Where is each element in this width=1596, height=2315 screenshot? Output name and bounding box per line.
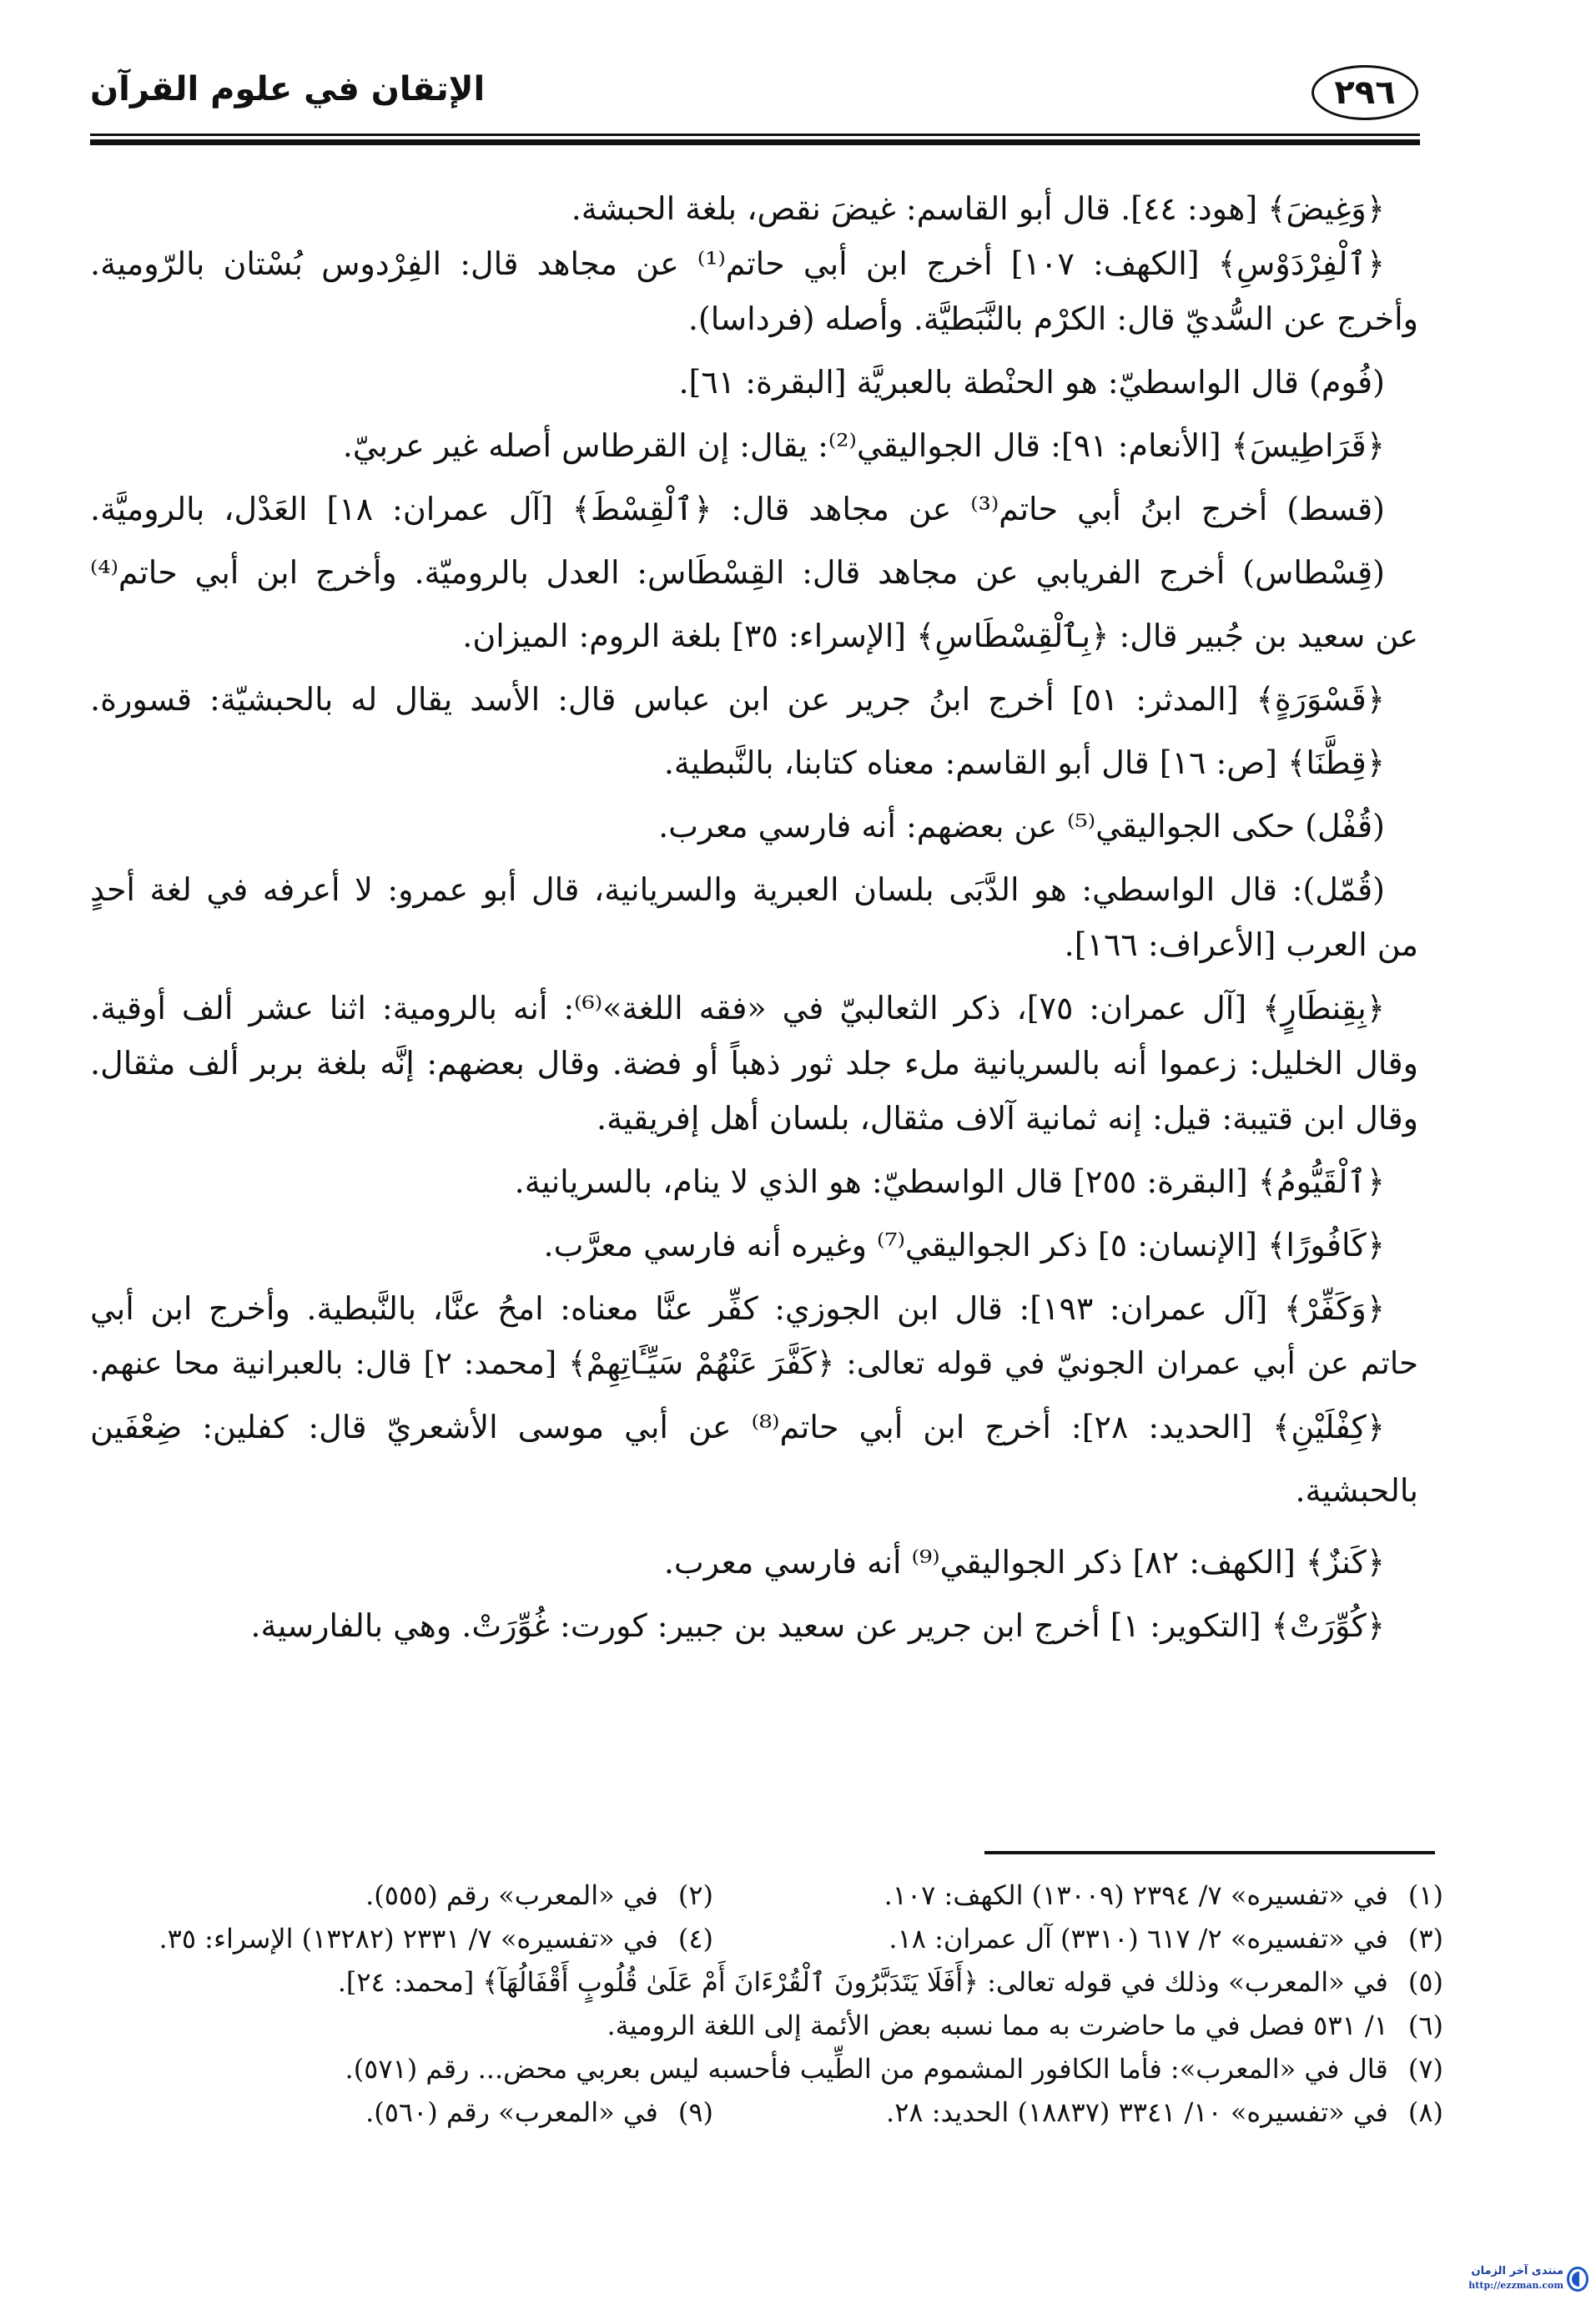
body-line: وقال الخليل: زعموا أنه بالسريانية ملء جلد ثور ذهباً أو فضة. وقال بعضهم: إنَّه بلغة بربر ألف مثقال. [90, 1045, 1418, 1082]
footnote-number: (٩) [677, 2096, 713, 2128]
watermark-name: منتدى آخر الزمان [1471, 2265, 1563, 2277]
body-line: ﴿قَرَاطِيسَ﴾ [الأنعام: ٩١]: قال الجواليقي⁽²⁾: يقال: إن القرطاس أصله غير عربيّ. [342, 427, 1385, 464]
footnote-3 [889, 1919, 1443, 1958]
forum-watermark [1468, 2263, 1593, 2305]
footnote-text: ١/ ٥٣١ فصل في ما حاضرت به مما نسبه بعض الأئمة إلى اللغة الرومية. [607, 2010, 1388, 2041]
footnote-text: قال في «المعرب»: فأما الكافور المشموم من الطِّيب فأحسبه ليس بعربي محض... رقم (٥٧١). [345, 2053, 1388, 2085]
body-line: (قسط) أخرج ابنُ أبي حاتم⁽³⁾ عن مجاهد قال: ﴿ٱلْقِسْطَ﴾ [آل عمران: ١٨] العَدْل، بالروميَّة. [90, 491, 1385, 527]
footnote-7 [345, 2050, 1443, 2088]
body-line: ﴿كَنزٌ﴾ [الكهف: ٨٢] ذكر الجواليقي⁽⁹⁾ أنه فارسي معرب. [663, 1544, 1385, 1581]
body-line: ﴿وَغِيضَ﴾ [هود: ٤٤]. قال أبو القاسم: غيضَ نقص، بلغة الحبشة. [571, 190, 1385, 227]
hexagon-shield-icon [1567, 2267, 1588, 2292]
body-line: ﴿كُوِّرَتْ﴾ [التكوير: ١] أخرج ابن جرير عن سعيد بن جبير: كورت: غُوِّرَتْ. وهي بالفارسية. [250, 1607, 1385, 1644]
header-rule-thick [90, 139, 1420, 145]
footnote-number: (٦) [1407, 2010, 1443, 2041]
footnote-number: (٣) [1407, 1923, 1443, 1954]
footnote-text: في «المعرب» رقم (٥٦٠). [365, 2096, 658, 2128]
book-title: الإتقان في علوم القرآن [90, 70, 486, 108]
footnote-6 [607, 2006, 1443, 2045]
footnote-number: (٤) [677, 1923, 713, 1954]
header-rule-thin [90, 134, 1420, 136]
footnote-rule [984, 1851, 1435, 1854]
footnote-text: في «تفسيره» ١٠/ ٣٣٤١ (١٨٨٣٧) الحديد: ٢٨. [886, 2096, 1388, 2128]
footnote-number: (١) [1407, 1879, 1443, 1911]
body-line: عن سعيد بن جُبير قال: ﴿بِٱلْقِسْطَاسِ﴾ [الإسراء: ٣٥] بلغة الروم: الميزان. [462, 618, 1418, 654]
body-line: ﴿قَسْوَرَةٍ﴾ [المدثر: ٥١] أخرج ابنُ جرير عن ابن عباس قال: الأسد يقال له بالحبشيّة: قسورة. [90, 681, 1385, 718]
body-line: (فُوم) قال الواسطيّ: هو الحنْطة بالعبريَّة [البقرة: ٦١]. [678, 364, 1385, 401]
footnote-number: (٢) [677, 1879, 713, 1911]
footnote-text: في «المعرب» وذلك في قوله تعالى: ﴿أَفَلَا يَتَدَبَّرُونَ ٱلْقُرْءَانَ أَمْ عَلَىٰ قُلُوبٍ أَقْفَالُهَآ﴾ [محمد: ٢٤]. [337, 1966, 1388, 1998]
footnote-2 [365, 1876, 713, 1914]
footnote-number: (٧) [1407, 2053, 1443, 2085]
body-line: (قِسْطاس) أخرج الفريابي عن مجاهد قال: القِسْطَاس: العدل بالروميّة. وأخرج ابن أبي حاتم⁽⁴⁾ [90, 554, 1385, 591]
footnote-number: (٥) [1407, 1966, 1443, 1998]
footnote-5 [338, 1963, 1443, 2001]
footnote-1 [884, 1876, 1443, 1914]
body-line: ﴿كَافُورًا﴾ [الإنسان: ٥] ذكر الجواليقي⁽⁷⁾ وغيره أنه فارسي معرَّب. [543, 1227, 1385, 1263]
body-line: حاتم عن أبي عمران الجونيّ في قوله تعالى: ﴿كَفَّرَ عَنْهُمْ سَيِّـَٔاتِهِمْ﴾ [محمد: ٢] قال: بالعبرانية محا عنهم. [90, 1345, 1418, 1381]
body-line: ﴿كِفْلَيْنِ﴾ [الحديد: ٢٨]: أخرج ابن أبي حاتم⁽⁸⁾ عن أبي موسى الأشعريّ قال: كفلين: ضِعْفَين [90, 1409, 1385, 1445]
footnote-9 [365, 2093, 713, 2131]
footnote-4 [159, 1919, 713, 1958]
body-line: وقال ابن قتيبة: قيل: إنه ثمانية آلاف مثقال، بلسان أهل إفريقية. [597, 1100, 1418, 1137]
footnote-text: في «المعرب» رقم (٥٥٥). [365, 1879, 658, 1911]
footnote-text: في «تفسيره» ٧/ ٢٣٩٤ (١٣٠٠٩) الكهف: ١٠٧. [884, 1879, 1388, 1911]
body-line: ﴿بِقِنطَارٍ﴾ [آل عمران: ٧٥]، ذكر الثعالبيّ في «فقه اللغة»⁽⁶⁾: أنه بالرومية: اثنا عشر ألف أوقية. [90, 990, 1385, 1026]
footnote-number: (٨) [1407, 2096, 1443, 2128]
body-line: من العرب [الأعراف: ١٦٦]. [1064, 926, 1418, 963]
body-line: بالحبشية. [1295, 1472, 1418, 1509]
body-line: ﴿ٱلْقَيُّومُ﴾ [البقرة: ٢٥٥] قال الواسطيّ: هو الذي لا ينام، بالسريانية. [514, 1163, 1385, 1200]
footnote-text: في «تفسيره» ٢/ ٦١٧ (٣٣١٠) آل عمران: ١٨. [889, 1923, 1388, 1954]
footnote-text: في «تفسيره» ٧/ ٢٣٣١ (١٣٢٨٢) الإسراء: ٣٥. [159, 1923, 658, 1954]
body-line: ﴿ٱلْفِرْدَوْسِ﴾ [الكهف: ١٠٧] أخرج ابن أبي حاتم⁽¹⁾ عن مجاهد قال: الفِرْدوس بُسْتان بالرّومية. [90, 245, 1386, 282]
footnote-8 [886, 2093, 1443, 2131]
body-line: ﴿قِطَّنَا﴾ [ص: ١٦] قال أبو القاسم: معناه كتابنا، بالنَّبطية. [663, 744, 1385, 781]
watermark-url: http://ezzman.com [1468, 2280, 1563, 2291]
page-number: ٢٩٦ [1312, 65, 1418, 120]
body-line: (قُمّل): قال الواسطي: هو الدَّبَى بلسان العبرية والسريانية، قال أبو عمرو: لا أعرفه في لغة أحدٍ [90, 871, 1385, 908]
body-line: (قُفْل) حكى الجواليقي⁽⁵⁾ عن بعضهم: أنه فارسي معرب. [658, 808, 1385, 845]
body-line: ﴿وَكَفِّرْ﴾ [آل عمران: ١٩٣]: قال ابن الجوزي: كفِّر عنَّا معناه: امحُ عنَّا، بالنَّبطية. وأخرج ابن أبي [90, 1290, 1385, 1327]
body-line: وأخرج عن السُّديّ قال: الكرْم بالنَّبَطيَّة. وأصله (فرداسا). [687, 300, 1418, 337]
